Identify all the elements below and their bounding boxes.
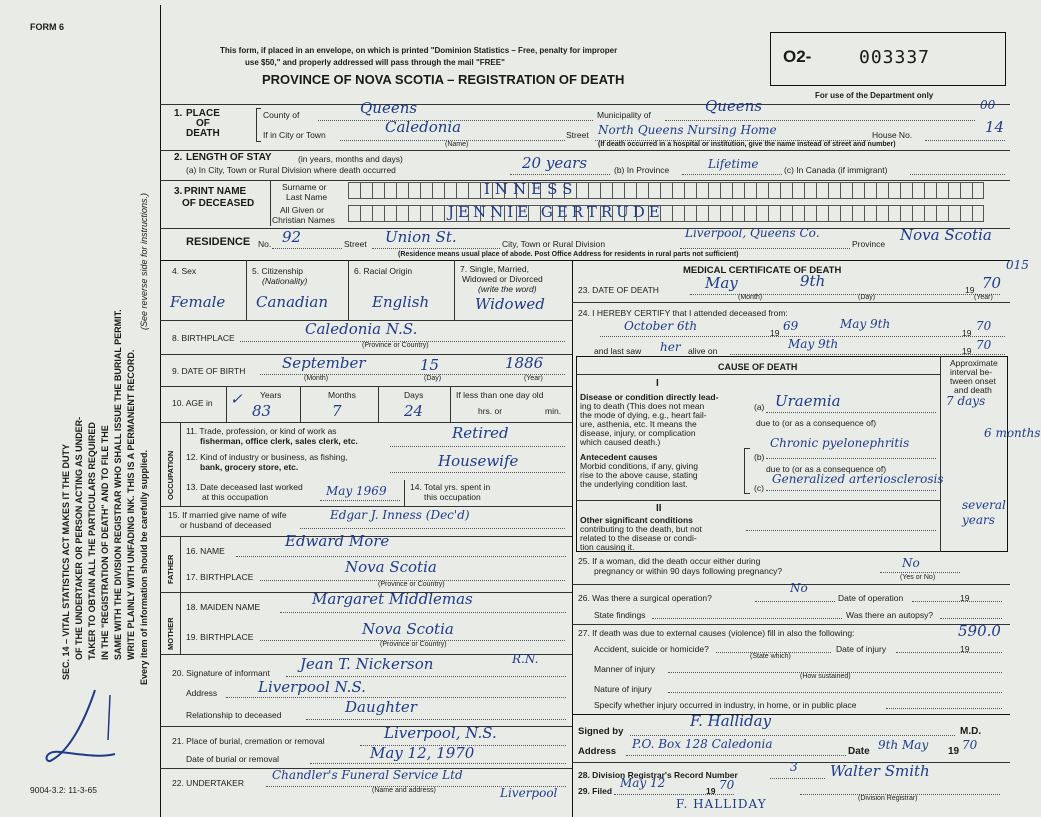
- side-notice-line-3: TAKER TO OBTAIN ALL THE PARTICULARS REQUIRED: [87, 422, 97, 660]
- house-value: 14: [985, 118, 1005, 136]
- residence-no: 92: [282, 228, 302, 246]
- undertaker-label: 22. UNDERTAKER: [172, 778, 244, 788]
- dept-code-1: 00: [980, 98, 996, 112]
- street-label: Street: [566, 130, 589, 140]
- given-boxes: [348, 205, 984, 222]
- dod-year-cap: (Year): [974, 294, 993, 301]
- undertaker-caption: (Name and address): [372, 787, 436, 794]
- dod-month-cap: (Month): [738, 294, 763, 301]
- interval-3: tween onset: [950, 376, 996, 386]
- side-notice-line-2: OF THE UNDERTAKER OR PERSON ACTING AS UNDER-: [74, 416, 84, 660]
- interval-2: interval be-: [950, 367, 993, 377]
- s3-title-1: PRINT NAME: [184, 186, 247, 197]
- reg-prefix: O2-: [783, 47, 812, 66]
- occ-13-value: May 1969: [326, 484, 387, 498]
- immediate-4: ure, asthenia, etc. It means the: [580, 419, 697, 429]
- county-value: Queens: [360, 99, 418, 117]
- spouse-label-2: or husband of deceased: [180, 520, 272, 530]
- dod-century: 19: [965, 285, 975, 295]
- birthplace-label: 8. BIRTHPLACE: [172, 333, 235, 343]
- findings-label: State findings: [594, 610, 646, 620]
- ante-2: Morbid conditions, if any, giving: [580, 461, 698, 471]
- certify-to-century: 19: [962, 328, 972, 338]
- alive-on-label: alive on: [688, 346, 718, 356]
- surname-value: INNESS: [484, 180, 578, 198]
- city-caption: (Name): [445, 141, 469, 148]
- marital-label-3: (write the word): [478, 284, 537, 294]
- racial-value: English: [372, 293, 430, 311]
- occ-14-label-1: 14. Total yrs. spent in: [410, 482, 491, 492]
- birthplace-value: Caledonia N.S.: [305, 320, 418, 338]
- cause-c-interval: several years: [962, 498, 1006, 527]
- page-title: PROVINCE OF NOVA SCOTIA – REGISTRATION OF DEATH: [262, 72, 625, 87]
- dob-month: September: [282, 354, 366, 372]
- citizenship-label-2: (Nationality): [262, 276, 308, 286]
- reg-number: 003337: [859, 47, 931, 68]
- given-value: JENNIE GERTRUDE: [448, 203, 664, 221]
- last-saw-pron: her: [660, 340, 681, 354]
- dod-year: 70: [982, 274, 1002, 292]
- nature-label: Nature of injury: [594, 684, 652, 694]
- informant-rel-label: Relationship to deceased: [186, 710, 282, 720]
- residence-city: Liverpool, Queens Co.: [685, 226, 820, 240]
- medical-title: MEDICAL CERTIFICATE OF DEATH: [683, 265, 842, 276]
- dod-label: 23. DATE OF DEATH: [578, 285, 659, 295]
- s1-title-2: OF: [196, 118, 210, 129]
- residence-title: RESIDENCE: [186, 236, 251, 248]
- operation-date-label: Date of operation: [838, 593, 904, 603]
- s1-title-1: PLACE: [186, 108, 220, 119]
- accident-caption: (State which): [750, 653, 791, 660]
- signed-md: M.D.: [960, 726, 982, 737]
- manner-label: Manner of injury: [594, 664, 655, 674]
- certify-from-century: 19: [770, 328, 780, 338]
- filed-date: May 12: [620, 776, 666, 790]
- given-label-2: Christian Names: [272, 215, 335, 225]
- main-left-border: [160, 5, 161, 817]
- marital-value: Widowed: [475, 295, 545, 313]
- mother-side-label: MOTHER: [166, 617, 175, 650]
- external-code: 590.0: [958, 622, 1001, 640]
- record-number-label: 28. Division Registrar's Record Number: [578, 770, 738, 780]
- s2-title: LENGTH OF STAY: [186, 152, 272, 163]
- occupation-side-label: OCCUPATION: [166, 450, 175, 500]
- side-notice-line-6: WRITE PLAINLY WITH UNFADING INK. THIS IS A PERMANENT RECORD.: [126, 349, 136, 660]
- certify-label: 24. I HEREBY CERTIFY that I attended deceased from:: [578, 308, 788, 318]
- other-3: related to the disease or condi-: [580, 533, 697, 543]
- filed-label: 29. Filed: [578, 786, 613, 796]
- burial-date-value: May 12, 1970: [370, 744, 475, 762]
- occ-11-value: Retired: [452, 424, 509, 442]
- registration-number-box: [770, 32, 1006, 86]
- certify-from: October 6th: [624, 319, 698, 333]
- burial-place-value: Liverpool, N.S.: [384, 724, 497, 742]
- dob-month-cap: (Month): [304, 375, 329, 382]
- s2-c-label: (c) In Canada (if immigrant): [784, 165, 888, 175]
- doctor-name-stamp: F. HALLIDAY: [676, 797, 767, 811]
- immediate-3: the mode of dying, e.g., heart fail-: [580, 410, 707, 420]
- side-notice-3: (See reverse side for instructions.): [139, 192, 149, 330]
- age-lt-label: If less than one day old: [456, 390, 544, 400]
- burial-date-label: Date of burial or removal: [186, 754, 280, 764]
- dob-year: 1886: [505, 354, 544, 372]
- surname-label-2: Last Name: [286, 192, 328, 202]
- occ-11-label-1: 11. Trade, profession, or kind of work as: [186, 426, 337, 436]
- autopsy-label: Was there an autopsy?: [846, 610, 934, 620]
- s2-a-value: 20 years: [522, 154, 588, 172]
- pregnancy-value: No: [902, 556, 920, 570]
- dept-use-label: For use of the Department only: [815, 91, 934, 100]
- cause-c-value: Generalized arteriosclerosis: [772, 472, 944, 486]
- occ-12-label-2: bank, grocery store, etc.: [200, 462, 299, 472]
- side-notice-line-5: SAME WITH THE DIVISION REGISTRAR WHO SHALL ISSUE THE BURIAL PERMIT.: [113, 309, 123, 660]
- cause-a-label: (a): [754, 402, 765, 412]
- external-label: 27. If death was due to external causes (violence) fill in also the following:: [578, 628, 855, 638]
- occ-12-label-1: 12. Kind of industry or business, as fishing,: [186, 452, 348, 462]
- ante-4: the underlying condition last.: [580, 479, 688, 489]
- age-years-label: Years: [260, 390, 282, 400]
- signed-label: Signed by: [578, 726, 624, 737]
- cause-a-interval: 7 days: [946, 394, 986, 408]
- city-label: If in City or Town: [263, 130, 326, 140]
- specify-label: Specify whether injury occurred in industry, in home, or in public place: [594, 700, 857, 710]
- s2-desc: (in years, months and days): [298, 154, 403, 164]
- burial-place-label: 21. Place of burial, cremation or removal: [172, 736, 325, 746]
- father-bp-value: Nova Scotia: [345, 558, 437, 576]
- immediate-1: Disease or condition directly lead-: [580, 392, 719, 402]
- other-1: Other significant conditions: [580, 515, 693, 525]
- father-name-value: Edward More: [285, 532, 390, 550]
- interval-4: and death: [954, 385, 992, 395]
- s1-title-3: DEATH: [186, 128, 220, 139]
- residence-street: Union St.: [385, 228, 457, 246]
- surname-label-1: Surname or: [282, 182, 327, 192]
- mother-bp-value: Nova Scotia: [362, 620, 454, 638]
- immediate-2: ing to death (This does not mean: [580, 401, 705, 411]
- birthplace-caption: (Province or Country): [362, 342, 429, 349]
- sex-value: Female: [170, 293, 226, 311]
- s1-num: 1.: [174, 108, 183, 119]
- registrar-caption: (Division Registrar): [858, 795, 918, 802]
- last-saw-value: May 9th: [788, 337, 839, 351]
- occ-13-label-2: at this occupation: [202, 492, 269, 502]
- dob-day-cap: (Day): [424, 375, 442, 382]
- accident-label: Accident, suicide or homicide?: [594, 644, 709, 654]
- interval-1: Approximate: [950, 358, 998, 368]
- municipality-label: Municipality of: [597, 110, 651, 120]
- signed-date-label: Date: [848, 746, 870, 757]
- given-label-1: All Given or: [280, 205, 324, 215]
- father-bp-caption: (Province or Country): [378, 581, 445, 588]
- cause-b-label: (b): [754, 452, 765, 462]
- undertaker-value-2: Liverpool: [500, 786, 558, 800]
- cause-part-1: I: [656, 378, 659, 389]
- spouse-value: Edgar J. Inness (Dec'd): [330, 508, 470, 522]
- ante-1: Antecedent causes: [580, 452, 658, 462]
- s2-a-label: (a) In City, Town or Rural Division where death occurred: [186, 165, 396, 175]
- informant-sig-note: R.N.: [512, 652, 539, 666]
- mother-name-label: 18. MAIDEN NAME: [186, 602, 261, 612]
- marital-label-2: Widowed or Divorced: [462, 274, 543, 284]
- last-saw-year: 70: [976, 338, 992, 352]
- pregnancy-caption: (Yes or No): [900, 574, 936, 581]
- s3-title-2: OF DECEASED: [182, 198, 255, 209]
- sex-label: 4. Sex: [172, 266, 197, 276]
- citizenship-value: Canadian: [256, 293, 329, 311]
- cause-due-1: due to (or as a consequence of): [756, 418, 877, 428]
- record-number-value: 3: [790, 760, 798, 774]
- age-days-value: 24: [404, 402, 424, 420]
- filed-year: 70: [719, 778, 735, 792]
- registrar-signature: Walter Smith: [830, 762, 930, 780]
- cause-a-value: Uraemia: [775, 392, 841, 410]
- signed-value: F. Halliday: [690, 712, 772, 730]
- side-notice-line-1: SEC. 14 – VITAL STATISTICS ACT MAKES IT THE DUTY: [61, 443, 71, 680]
- age-label: 10. AGE in: [172, 398, 213, 408]
- racial-label: 6. Racial Origin: [354, 266, 413, 276]
- injury-century: 19: [960, 644, 970, 654]
- informant-addr-label: Address: [186, 688, 218, 698]
- county-label: County of: [263, 110, 300, 120]
- immediate-5: disease, injury, or complication: [580, 428, 696, 438]
- cause-part-2: II: [656, 503, 662, 514]
- residence-province: Nova Scotia: [900, 226, 992, 244]
- dod-month: May: [705, 274, 738, 292]
- hospital-note: (If death occurred in a hospital or institution, give the name instead of street and number): [598, 141, 896, 148]
- signed-century: 19: [948, 746, 960, 757]
- cause-due-2: due to (or as a consequence of): [766, 464, 887, 474]
- age-check-icon: ✓: [230, 390, 243, 408]
- filed-century: 19: [706, 786, 716, 796]
- mother-name-value: Margaret Middlemas: [312, 590, 473, 608]
- mother-bp-label: 19. BIRTHPLACE: [186, 632, 254, 642]
- father-bp-label: 17. BIRTHPLACE: [186, 572, 254, 582]
- pregnancy-label-1: 25. If a woman, did the death occur either during: [578, 556, 761, 566]
- undertaker-value: Chandler's Funeral Service Ltd: [272, 768, 463, 782]
- immediate-6: which caused death.): [580, 437, 661, 447]
- informant-sig-label: 20. Signature of informant: [172, 668, 270, 678]
- cause-b-value: Chronic pyelonephritis: [770, 436, 910, 450]
- age-days-label: Days: [404, 390, 424, 400]
- occ-11-label-2: fisherman, office clerk, sales clerk, etc.: [200, 436, 358, 446]
- certify-to-year: 70: [976, 319, 992, 333]
- handwritten-initial-mark: [30, 680, 130, 770]
- dept-code-3: 015: [1006, 258, 1029, 272]
- surgery-label: 26. Was there a surgical operation?: [578, 593, 712, 603]
- dod-day: 9th: [800, 272, 826, 290]
- occ-12-value: Housewife: [438, 452, 519, 470]
- certify-to: May 9th: [840, 317, 891, 331]
- signed-year: 70: [962, 738, 978, 752]
- signed-addr-label: Address: [578, 746, 617, 757]
- marital-label-1: 7. Single, Married,: [460, 264, 529, 274]
- dod-day-cap: (Day): [858, 294, 876, 301]
- cause-b-interval: 6 months: [984, 426, 1041, 440]
- other-4: tion causing it.: [580, 542, 635, 552]
- left-sidebar: [0, 0, 160, 817]
- dob-year-cap: (Year): [524, 375, 543, 382]
- surgery-value: No: [790, 581, 808, 595]
- occ-13-label-1: 13. Date deceased last worked: [186, 482, 303, 492]
- dob-day: 15: [420, 356, 440, 374]
- informant-rel-value: Daughter: [345, 698, 417, 716]
- street-value: North Queens Nursing Home: [598, 123, 777, 137]
- age-months-value: 7: [332, 402, 342, 420]
- cause-c-label: (c): [754, 483, 764, 493]
- mother-bp-caption: (Province or Country): [380, 641, 447, 648]
- s2-b-label: (b) In Province: [614, 165, 670, 175]
- father-side-label: FATHER: [166, 554, 175, 584]
- house-label: House No.: [872, 130, 913, 140]
- postal-note-2: use $50," and properly addressed will pass through the mail "FREE": [245, 58, 505, 67]
- residence-note: (Residence means usual place of abode. Post Office Address for residents in rural parts not sufficient): [398, 251, 739, 258]
- manner-caption: (How sustained): [800, 673, 851, 680]
- s3-num: 3.: [174, 186, 183, 197]
- age-months-label: Months: [328, 390, 356, 400]
- pregnancy-label-2: pregnancy or within 90 days following pregnancy?: [594, 566, 783, 576]
- cause-title: CAUSE OF DEATH: [718, 362, 798, 372]
- last-saw-century: 19: [962, 346, 972, 356]
- certify-from-year: 69: [783, 319, 799, 333]
- residence-no-label: No.: [258, 239, 272, 249]
- occ-14-label-2: this occupation: [424, 492, 481, 502]
- age-hrs-label: hrs. or: [478, 406, 503, 416]
- signed-date-value: 9th May: [878, 738, 929, 752]
- side-notice-2: Every item of information should be carefully supplied.: [139, 449, 149, 685]
- injury-date-label: Date of injury: [836, 644, 887, 654]
- form-id: FORM 6: [30, 22, 65, 32]
- municipality-value: Queens: [705, 97, 763, 115]
- father-name-label: 16. NAME: [186, 546, 225, 556]
- signed-addr-value: P.O. Box 128 Caledonia: [632, 737, 773, 751]
- dob-label: 9. DATE OF BIRTH: [172, 366, 246, 376]
- informant-addr-value: Liverpool N.S.: [258, 678, 366, 696]
- surname-boxes: [348, 182, 984, 199]
- spouse-label-1: 15. If married give name of wife: [168, 510, 287, 520]
- side-notice-line-4: IN THE "REGISTRATION OF DEATH" AND TO FILE THE: [100, 425, 110, 660]
- s2-b-value: Lifetime: [708, 157, 759, 171]
- form-code: 9004-3.2: 11-3-65: [30, 785, 97, 795]
- residence-street-label: Street: [344, 239, 367, 249]
- age-min-label: min.: [545, 406, 562, 416]
- other-2: contributing to the death, but not: [580, 524, 702, 534]
- ante-3: rise to the above cause, stating: [580, 470, 698, 480]
- residence-province-label: Province: [852, 239, 886, 249]
- operation-century: 19: [960, 593, 970, 603]
- postal-note-1: This form, if placed in an envelope, on which is printed "Dominion Statistics – Free, penalty for improper: [220, 46, 618, 55]
- residence-city-label: City, Town or Rural Division: [502, 239, 606, 249]
- city-value: Caledonia: [385, 118, 462, 136]
- s2-num: 2.: [174, 152, 183, 163]
- citizenship-label-1: 5. Citizenship: [252, 266, 304, 276]
- last-saw-label: and last saw: [594, 346, 642, 356]
- age-years-value: 83: [252, 402, 272, 420]
- informant-sig-value: Jean T. Nickerson: [300, 655, 434, 673]
